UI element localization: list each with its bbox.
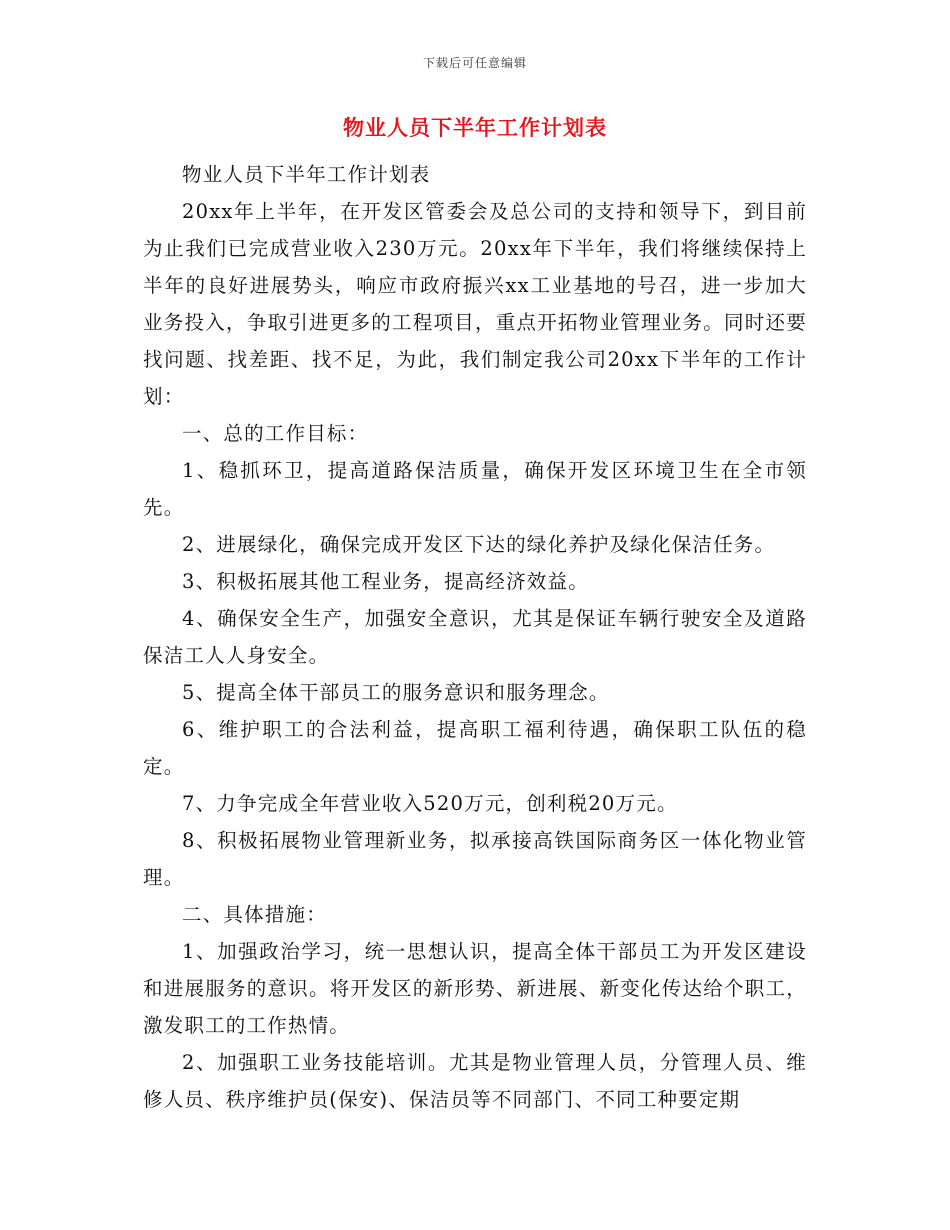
- page-header: 下载后可任意编辑: [422, 56, 527, 70]
- paragraph: 物业人员下半年工作计划表: [182, 163, 431, 186]
- section-heading: 二、具体措施：: [182, 903, 327, 926]
- list-item: 1、加强政治学习，统一思想认识，提高全体干部员工为开发区建设和进展服务的意识。将开发区的新形势、新进展、新变化传达给个职工，激发职工的工作热情。: [143, 940, 807, 1037]
- list-item: 2、进展绿化，确保完成开发区下达的绿化养护及绿化保洁任务。: [182, 533, 776, 556]
- paragraph: 20xx年上半年，在开发区管委会及总公司的支持和领导下，到目前为止我们已完成营业收入230万元。20xx年下半年，我们将继续保持上半年的良好进展势头，响应市政府振兴xx工业基地的号召，进一步加大业务投入，争取引进更多的工程项目，重点开拓物业管理业务。同时还要找问题、找差距、找不足，为此，我们制定我公司20xx下半年的工作计划：: [143, 200, 807, 408]
- list-item: 1、稳抓环卫，提高道路保洁质量，确保开发区环境卫生在全市领先。: [143, 459, 807, 519]
- section-heading: 一、总的工作目标：: [182, 422, 369, 445]
- list-item: 4、确保安全生产，加强安全意识，尤其是保证车辆行驶安全及道路保洁工人人身安全。: [143, 607, 807, 667]
- list-item: 2、加强职工业务技能培训。尤其是物业管理人员，分管理人员、维修人员、秩序维护员(保安)、保洁员等不同部门、不同工种要定期: [143, 1051, 807, 1111]
- list-item: 3、积极拓展其他工程业务，提高经济效益。: [182, 570, 589, 593]
- document-title: 物业人员下半年工作计划表: [343, 116, 607, 140]
- document-body: [143, 156, 807, 1118]
- list-item: 5、提高全体干部员工的服务意识和服务理念。: [182, 681, 610, 704]
- list-item: 6、维护职工的合法利益，提高职工福利待遇，确保职工队伍的稳定。: [143, 718, 807, 778]
- list-item: 8、积极拓展物业管理新业务，拟承接高铁国际商务区一体化物业管理。: [143, 829, 807, 889]
- list-item: 7、力争完成全年营业收入520万元，创利税20万元。: [182, 792, 678, 815]
